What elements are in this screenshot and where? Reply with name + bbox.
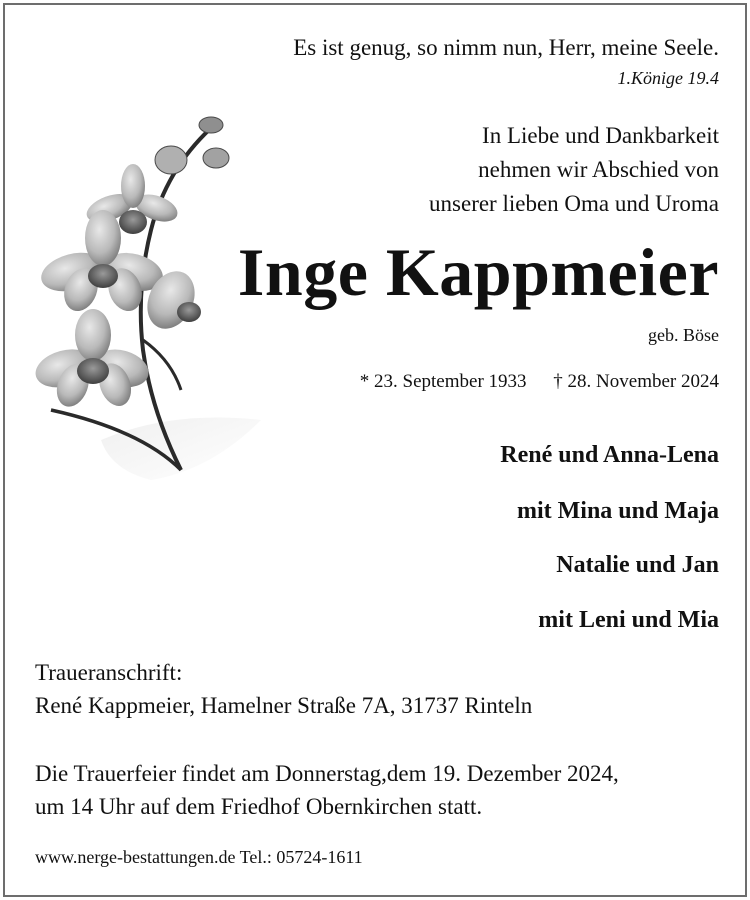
obituary-notice [3, 3, 747, 897]
mourning-address: René Kappmeier, Hamelner Straße 7A, 31737 Rinteln [35, 693, 533, 718]
intro-line: unserer lieben Oma und Uroma [429, 191, 719, 216]
mourner-line: René und Anna-Lena [500, 442, 719, 468]
life-dates [360, 371, 719, 393]
funeral-line: um 14 Uhr auf dem Friedhof Obernkirchen statt. [35, 794, 483, 819]
bible-verse-reference: 1.Könige 19.4 [617, 68, 719, 88]
intro-line: In Liebe und Dankbarkeit [482, 123, 719, 148]
mourner-line: Natalie und Jan [556, 552, 719, 578]
deceased-name: Inge Kappmeier [237, 234, 719, 310]
bible-verse: Es ist genug, so nimm nun, Herr, meine Seele. [293, 35, 719, 60]
address-label: Traueranschrift: [35, 660, 183, 685]
death-date: † 28. November 2024 [553, 371, 719, 392]
intro-text [429, 119, 719, 221]
funeral-line: Die Trauerfeier findet am Donnerstag,dem 19. Dezember 2024, [35, 761, 619, 786]
maiden-name: geb. Böse [648, 325, 719, 345]
mourner-line: mit Leni und Mia [538, 607, 719, 633]
funeral-info [35, 757, 619, 823]
birth-date: * 23. September 1933 [359, 371, 527, 392]
funeral-home-contact: www.nerge-bestattungen.de Tel.: 05724-1611 [35, 847, 363, 867]
intro-line: nehmen wir Abschied von [478, 157, 719, 182]
mourner-line: mit Mina und Maja [516, 498, 719, 524]
